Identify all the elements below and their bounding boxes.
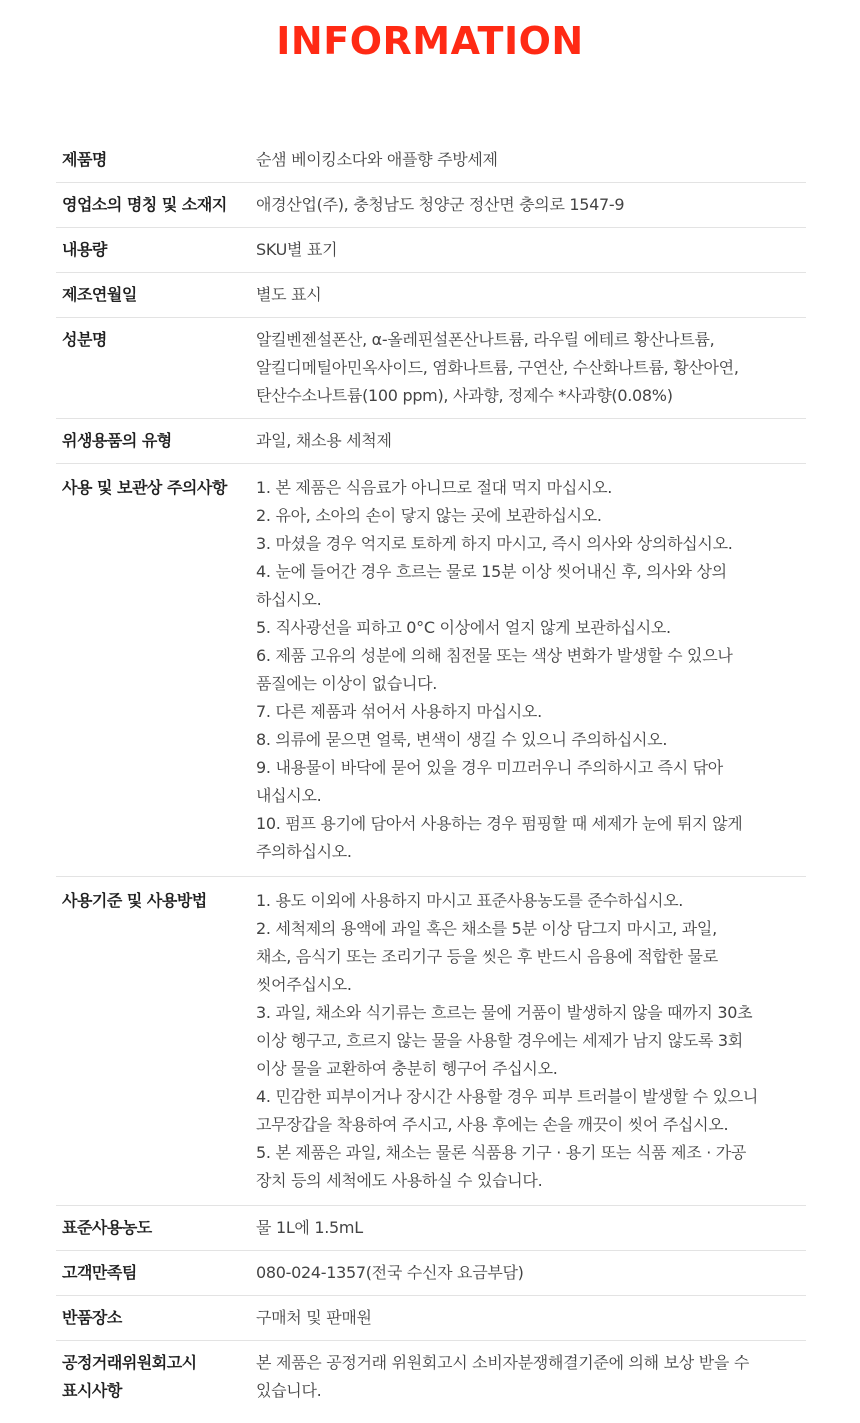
info-row-business-name-address [56, 183, 806, 228]
row-label-line: 내용량 [62, 240, 107, 259]
row-value-line: 본 제품은 공정거래 위원회고시 소비자분쟁해결기준에 의해 보상 받을 수 [256, 1353, 749, 1372]
row-label [56, 281, 256, 309]
row-label [56, 887, 256, 1195]
row-value [256, 887, 806, 1195]
row-value-line: 2. 유아, 소아의 손이 닿지 않는 곳에 보관하십시오. [256, 506, 602, 525]
row-label [56, 191, 256, 219]
row-value-line: 애경산업(주), 충청남도 청양군 정산면 충의로 1547-9 [256, 195, 625, 214]
row-label-line: 표준사용농도 [62, 1218, 152, 1237]
row-label [56, 236, 256, 264]
row-value [256, 1214, 806, 1242]
row-value [256, 191, 806, 219]
row-value-line: 이상 헹구고, 흐르지 않는 물을 사용할 경우에는 세제가 남지 않도록 3회 [256, 1031, 743, 1050]
info-row-customer-service [56, 1251, 806, 1296]
info-row-usage-storage-cautions [56, 464, 806, 877]
row-value-line: 5. 직사광선을 피하고 0°C 이상에서 얼지 않게 보관하십시오. [256, 618, 671, 637]
row-value-line: 4. 민감한 피부이거나 장시간 사용할 경우 피부 트러블이 발생할 수 있으니 [256, 1087, 759, 1106]
row-value [256, 146, 806, 174]
row-value-line: 7. 다른 제품과 섞어서 사용하지 마십시오. [256, 702, 542, 721]
row-value-line: 10. 펌프 용기에 담아서 사용하는 경우 펌핑할 때 세제가 눈에 튀지 않게 [256, 814, 743, 833]
row-label [56, 1349, 256, 1405]
row-value-line: 3. 과일, 채소와 식기류는 흐르는 물에 거품이 발생하지 않을 때까지 30초 [256, 1003, 753, 1022]
row-label-line: 사용 및 보관상 주의사항 [62, 478, 227, 497]
row-label [56, 474, 256, 866]
row-label-line: 공정거래위원회고시 [62, 1353, 197, 1372]
row-value-line: 순샘 베이킹소다와 애플향 주방세제 [256, 150, 498, 169]
info-row-usage-standard-method [56, 877, 806, 1206]
row-label [56, 427, 256, 455]
row-label [56, 326, 256, 410]
info-row-manufacture-date [56, 273, 806, 318]
row-value-line: 이상 물을 교환하여 충분히 헹구어 주십시오. [256, 1059, 558, 1078]
row-label-line: 영업소의 명칭 및 소재지 [62, 195, 227, 214]
row-label [56, 1259, 256, 1287]
row-label-line: 반품장소 [62, 1308, 122, 1327]
row-label-line: 고객만족팀 [62, 1263, 137, 1282]
row-label [56, 1214, 256, 1242]
row-value-line: 고무장갑을 착용하여 주시고, 사용 후에는 손을 깨끗이 씻어 주십시오. [256, 1115, 729, 1134]
info-row-return-location [56, 1296, 806, 1341]
row-value-line: 3. 마셨을 경우 억지로 토하게 하지 마시고, 즉시 의사와 상의하십시오. [256, 534, 733, 553]
info-row-ftc-notice [56, 1341, 806, 1413]
row-value [256, 427, 806, 455]
row-value-line: 5. 본 제품은 과일, 채소는 물론 식품용 기구 · 용기 또는 식품 제조 · 가공 [256, 1143, 747, 1162]
row-value-line: 하십시오. [256, 590, 322, 609]
row-value-line: 탄산수소나트륨(100 ppm), 사과향, 정제수 *사과향(0.08%) [256, 386, 673, 405]
row-value-line: 별도 표시 [256, 285, 322, 304]
row-value-line: 있습니다. [256, 1381, 322, 1400]
row-value-line: 구매처 및 판매원 [256, 1308, 372, 1327]
info-row-standard-concentration [56, 1206, 806, 1251]
info-row-content-volume [56, 228, 806, 273]
row-label-line: 성분명 [62, 330, 107, 349]
row-value-line: 2. 세척제의 용액에 과일 혹은 채소를 5분 이상 담그지 마시고, 과일, [256, 919, 717, 938]
row-value-line: 4. 눈에 들어간 경우 흐르는 물로 15분 이상 씻어내신 후, 의사와 상의 [256, 562, 727, 581]
row-label-line: 위생용품의 유형 [62, 431, 172, 450]
row-label-line: 표시사항 [62, 1381, 122, 1400]
row-value-line: 씻어주십시오. [256, 975, 352, 994]
page-title: INFORMATION [276, 19, 584, 63]
row-value-line: 주의하십시오. [256, 842, 352, 861]
row-value [256, 1349, 806, 1405]
row-value-line: 080-024-1357(전국 수신자 요금부담) [256, 1263, 524, 1282]
row-label [56, 146, 256, 174]
row-label-line: 제품명 [62, 150, 107, 169]
row-label-line: 사용기준 및 사용방법 [62, 891, 207, 910]
row-value [256, 1304, 806, 1332]
row-value [256, 474, 806, 866]
row-value-line: 내십시오. [256, 786, 322, 805]
row-label [56, 1304, 256, 1332]
row-value [256, 326, 806, 410]
info-row-hygiene-product-type [56, 419, 806, 464]
row-label-line: 제조연월일 [62, 285, 137, 304]
row-value-line: 9. 내용물이 바닥에 묻어 있을 경우 미끄러우니 주의하시고 즉시 닦아 [256, 758, 723, 777]
row-value [256, 1259, 806, 1287]
row-value-line: 과일, 채소용 세척제 [256, 431, 392, 450]
row-value-line: 8. 의류에 묻으면 얼룩, 변색이 생길 수 있으니 주의하십시오. [256, 730, 668, 749]
row-value-line: SKU별 표기 [256, 240, 338, 259]
row-value-line: 채소, 음식기 또는 조리기구 등을 씻은 후 반드시 음용에 적합한 물로 [256, 947, 718, 966]
row-value-line: 알킬벤젠설폰산, α-올레핀설폰산나트륨, 라우릴 에테르 황산나트륨, [256, 330, 715, 349]
row-value [256, 281, 806, 309]
row-value-line: 장치 등의 세척에도 사용하실 수 있습니다. [256, 1171, 543, 1190]
row-value-line: 품질에는 이상이 없습니다. [256, 674, 438, 693]
row-value-line: 1. 본 제품은 식음료가 아니므로 절대 먹지 마십시오. [256, 478, 613, 497]
row-value-line: 6. 제품 고유의 성분에 의해 침전물 또는 색상 변화가 발생할 수 있으나 [256, 646, 733, 665]
row-value [256, 236, 806, 264]
info-row-product-name [56, 138, 806, 183]
row-value-line: 1. 용도 이외에 사용하지 마시고 표준사용농도를 준수하십시오. [256, 891, 684, 910]
info-row-ingredients [56, 318, 806, 419]
row-value-line: 물 1L에 1.5mL [256, 1218, 363, 1237]
product-info-table [56, 138, 806, 1413]
row-value-line: 알킬디메틸아민옥사이드, 염화나트륨, 구연산, 수산화나트륨, 황산아연, [256, 358, 739, 377]
